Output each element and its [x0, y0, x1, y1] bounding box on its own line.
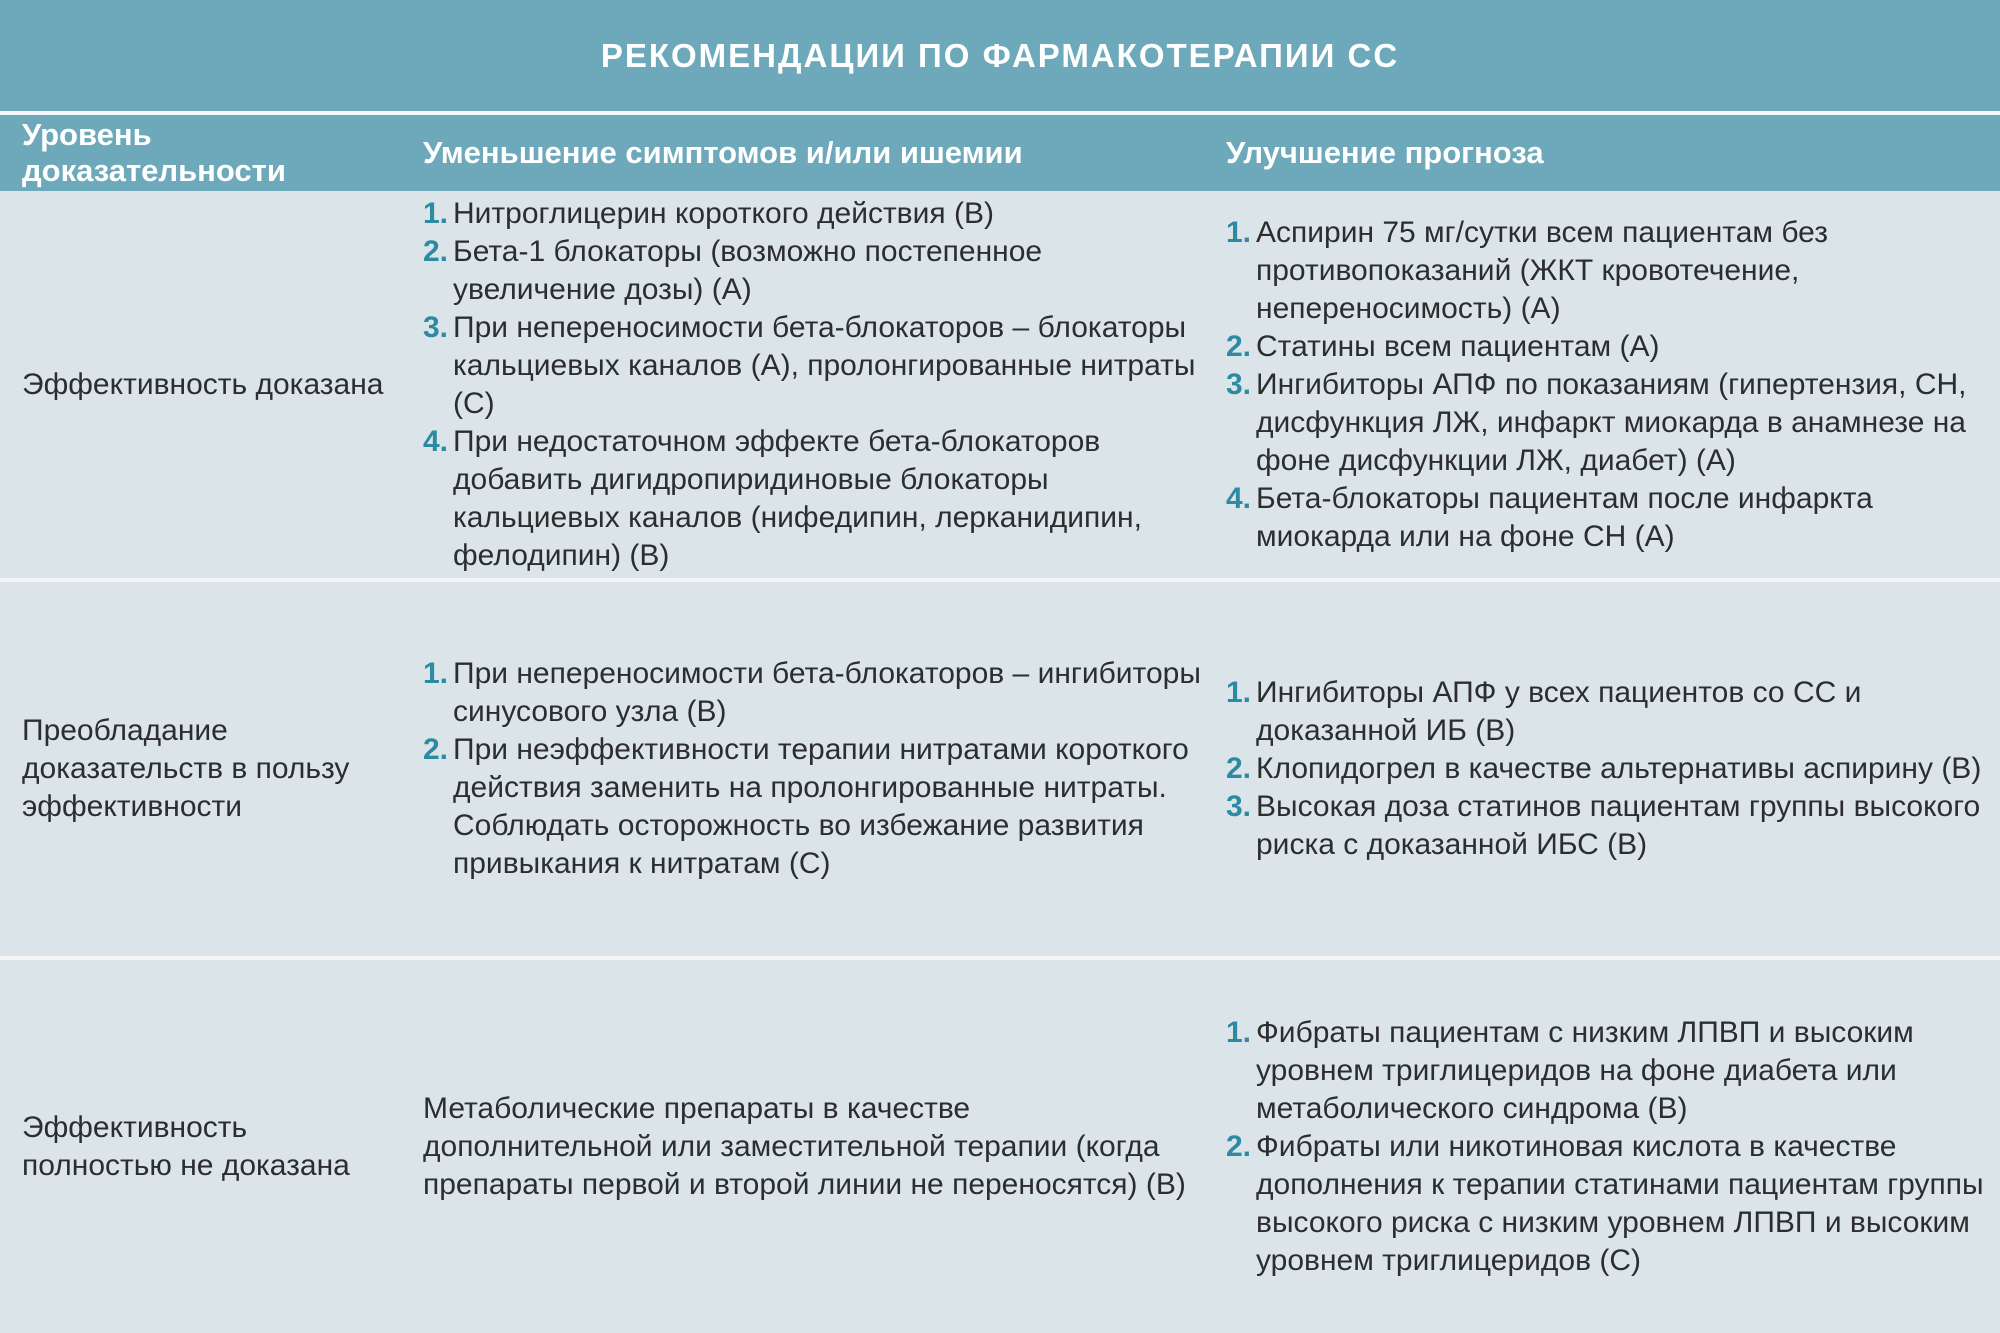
- list-item: [423, 731, 1203, 883]
- symptoms-cell: [423, 582, 1203, 956]
- item-text: При непереносимости бета-блокаторов – блокаторы кальциевых каналов (А), пролонгированные нитраты (С): [453, 310, 1196, 420]
- item-number: 1.: [1226, 215, 1252, 249]
- evidence-level-text: Эффективность доказана: [22, 367, 384, 401]
- item-number: 3.: [423, 310, 449, 344]
- item-text: Нитроглицерин короткого действия (B): [453, 196, 994, 230]
- column-header-row: [0, 115, 2000, 191]
- symptoms-cell: [423, 960, 1203, 1333]
- item-text: Статины всем пациентам (А): [1256, 329, 1660, 363]
- symptoms-cell: [423, 191, 1203, 578]
- symptoms-list: [423, 655, 1203, 883]
- list-item: [1226, 1128, 1991, 1280]
- prognosis-list: [1226, 214, 1991, 556]
- table-row: [0, 960, 2000, 1333]
- list-item: [423, 655, 1203, 731]
- list-item: [423, 195, 1203, 233]
- list-item: [1226, 328, 1991, 366]
- table-title: [0, 0, 2000, 111]
- item-number: 3.: [1226, 367, 1252, 401]
- evidence-level-cell: [22, 582, 392, 956]
- list-item: [1226, 750, 1991, 788]
- list-item: [1226, 674, 1991, 750]
- header-prognosis-improvement: Улучшение прогноза: [1226, 135, 1544, 170]
- symptoms-list: [423, 195, 1203, 575]
- item-text: Ингибиторы АПФ по показаниям (гипертензия, СН, дисфункция ЛЖ, инфаркт миокарда в анамнезе на фоне дисфункции ЛЖ, диабет) (А): [1256, 367, 1967, 477]
- table-body: [0, 191, 2000, 1333]
- item-number: 1.: [1226, 1015, 1252, 1049]
- list-item: [1226, 366, 1991, 480]
- item-text: Аспирин 75 мг/сутки всем пациентам без противопоказаний (ЖКТ кровотечение, непереносимость) (А): [1256, 215, 1828, 325]
- list-item: [423, 423, 1203, 575]
- item-number: 2.: [1226, 752, 1252, 785]
- item-number: 4.: [1226, 481, 1252, 515]
- list-item: [1226, 1014, 1991, 1128]
- prognosis-list: [1226, 1014, 1991, 1280]
- item-text: Высокая доза статинов пациентам группы высокого риска с доказанной ИБС (В): [1256, 790, 1981, 861]
- evidence-level-text: Преобладание доказательств в пользу эффективности: [22, 714, 350, 823]
- item-number: 2.: [423, 733, 449, 766]
- item-text: Бета-1 блокаторы (возможно постепенное увеличение дозы) (A): [453, 234, 1043, 306]
- prognosis-cell: [1226, 582, 1991, 956]
- item-number: 1.: [423, 196, 449, 230]
- prognosis-cell: [1226, 960, 1991, 1333]
- table-title-text: РЕКОМЕНДАЦИИ ПО ФАРМАКОТЕРАПИИ СС: [600, 36, 1400, 74]
- item-number: 1.: [1226, 676, 1252, 709]
- item-number: 2.: [1226, 329, 1252, 363]
- list-item: [1226, 214, 1991, 328]
- item-text: Клопидогрел в качестве альтернативы аспирину (В): [1256, 752, 1982, 785]
- item-number: 2.: [1226, 1129, 1252, 1163]
- item-number: 3.: [1226, 790, 1252, 823]
- symptoms-text: Метаболические препараты в качестве дополнительной или заместительной терапии (когда препараты первой и второй линии не переносятся) (В): [423, 1091, 1186, 1201]
- list-item: [423, 233, 1203, 309]
- evidence-level-cell: [22, 960, 392, 1333]
- item-text: Бета-блокаторы пациентам после инфаркта миокарда или на фоне СН (А): [1256, 481, 1873, 553]
- table-row: [0, 191, 2000, 578]
- item-text: Фибраты пациентам с низким ЛПВП и высоким уровнем триглицеридов на фоне диабета или метаболического синдрома (В): [1256, 1015, 1914, 1125]
- header-evidence-level: Уровень доказательности: [22, 117, 286, 188]
- item-text: При недостаточном эффекте бета-блокаторов добавить дигидропиридиновые блокаторы кальциевых каналов (нифедипин, лерканидипин, фелодипин) (В): [453, 424, 1142, 572]
- item-text: Ингибиторы АПФ у всех пациентов со СС и доказанной ИБ (В): [1256, 676, 1862, 747]
- prognosis-cell: [1226, 191, 1991, 578]
- item-number: 4.: [423, 424, 449, 458]
- item-text: При неэффективности терапии нитратами короткого действия заменить на пролонгированные нитраты. Соблюдать осторожность во избежание развития привыкания к нитратам (С): [453, 733, 1189, 880]
- evidence-level-cell: [22, 191, 392, 578]
- list-item: [423, 309, 1203, 423]
- list-item: [1226, 480, 1991, 556]
- evidence-level-text: Эффективность полностью не доказана: [22, 1110, 350, 1182]
- header-symptom-reduction: Уменьшение симптомов и/или ишемии: [423, 135, 1023, 170]
- item-number: 2.: [423, 234, 449, 268]
- item-text: При непереносимости бета-блокаторов – ингибиторы синусового узла (В): [453, 657, 1201, 728]
- item-text: Фибраты или никотиновая кислота в качестве дополнения к терапии статинами пациентам группы высокого риска с низким уровнем ЛПВП и высоким уровнем триглицеридов (С): [1256, 1129, 1984, 1277]
- item-number: 1.: [423, 657, 449, 690]
- table-row: [0, 582, 2000, 956]
- list-item: [1226, 788, 1991, 864]
- prognosis-list: [1226, 674, 1991, 864]
